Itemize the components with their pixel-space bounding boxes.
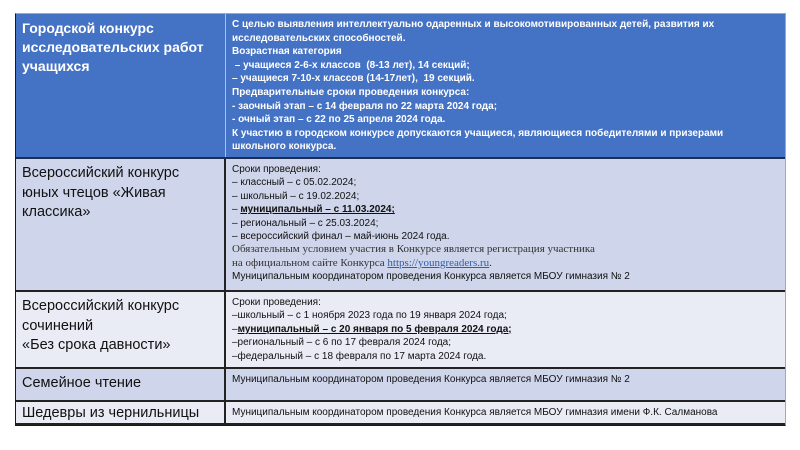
youngreaders-link[interactable]: https://youngreaders.ru <box>387 256 490 269</box>
registration-site-suffix: . <box>489 256 492 269</box>
schedule-line-municipal <box>232 323 779 336</box>
table-row-no-statute-of-limitations <box>16 292 785 369</box>
contest-name-line: сочинений <box>22 317 94 334</box>
contests-table <box>15 13 786 426</box>
detail-line: - заочный этап – с 14 февраля по 22 марта 2024 года; <box>232 100 498 112</box>
contest-name: Семейное чтение <box>22 375 142 391</box>
contest-name-cell <box>16 14 226 157</box>
schedule-line: – классный – с 05.02.2024; <box>232 177 357 189</box>
schedule-line-municipal <box>232 203 779 216</box>
table-row-living-classics <box>16 159 785 292</box>
detail-line: исследовательских способностей. <box>232 32 406 44</box>
detail-line: С целью выявления интеллектуально одаренных и высокомотивированных детей, развития их <box>232 19 715 30</box>
detail-line: – учащиеся 2-6-х классов (8-13 лет), 14 секций; <box>232 59 470 71</box>
contest-details-cell <box>226 159 785 290</box>
detail-line: - очный этап – с 22 по 25 апреля 2024 года. <box>232 114 446 126</box>
contest-details-cell <box>226 402 785 423</box>
contest-name-cell <box>16 292 226 367</box>
contest-details-cell <box>226 369 785 400</box>
contest-name-cell <box>16 402 226 423</box>
contest-name: Шедевры из чернильницы <box>22 405 200 421</box>
contest-name-cell <box>16 369 226 400</box>
table-row-inkwell-masterpieces <box>16 402 785 425</box>
coordinator-line: Муниципальным координатором проведения Конкурса является МБОУ гимназия имени Ф.К. Салманова <box>232 407 718 418</box>
schedule-line: –федеральный – с 18 февраля по 17 марта 2024 года. <box>232 350 487 362</box>
schedule-line: –школьный – с 1 ноября 2023 года по 19 января 2024 года; <box>232 310 507 322</box>
contest-name-cell <box>16 159 226 290</box>
municipal-stage-highlight: муниципальный – с 11.03.2024; <box>240 204 395 216</box>
registration-note: Обязательным условием участия в Конкурсе является регистрация участника <box>232 243 595 256</box>
schedule-heading: Сроки проведения: <box>232 297 321 308</box>
registration-site-line <box>232 257 779 270</box>
registration-site-prefix: на официальном сайте Конкурса <box>232 256 388 269</box>
schedule-line: –региональный – с 6 по 17 февраля 2024 года; <box>232 337 452 349</box>
detail-line: школьного конкурса. <box>232 141 337 153</box>
detail-line: – учащиеся 7-10-х классов (14-17лет), 19 секций. <box>232 73 475 85</box>
contest-details-cell <box>226 14 785 157</box>
schedule-line: – школьный – с 19.02.2024; <box>232 190 360 202</box>
dash-prefix: – <box>232 323 238 335</box>
coordinator-line: Муниципальным координатором проведения Конкурса является МБОУ гимназия № 2 <box>232 271 630 283</box>
contest-name-line: Всероссийский конкурс <box>22 298 180 314</box>
coordinator-line: Муниципальным координатором проведения Конкурса является МБОУ гимназия № 2 <box>232 374 630 385</box>
table-row-city-research-contest <box>16 14 785 159</box>
dash-prefix: – <box>232 204 241 216</box>
schedule-line: – региональный – с 25.03.2024; <box>232 217 379 229</box>
table-row-family-reading <box>16 369 785 402</box>
detail-line: Предварительные сроки проведения конкурса: <box>232 86 470 98</box>
contest-name: Городской конкурс исследовательских работ учащихся <box>22 20 204 74</box>
municipal-stage-highlight: муниципальный – с 20 января по 5 февраля 2024 года; <box>237 323 512 335</box>
schedule-line: – всероссийский финал – май-июнь 2024 года. <box>232 231 450 243</box>
schedule-heading: Сроки проведения: <box>232 164 321 175</box>
contest-name: Всероссийский конкурс юных чтецов «Живая классика» <box>22 165 180 220</box>
contest-details-cell <box>226 292 785 367</box>
detail-line: К участию в городском конкурсе допускаются учащиеся, являющиеся победителями и призерами <box>232 127 724 139</box>
detail-line: Возрастная категория <box>232 46 342 58</box>
contest-name-line: «Без срока давности» <box>22 337 171 353</box>
